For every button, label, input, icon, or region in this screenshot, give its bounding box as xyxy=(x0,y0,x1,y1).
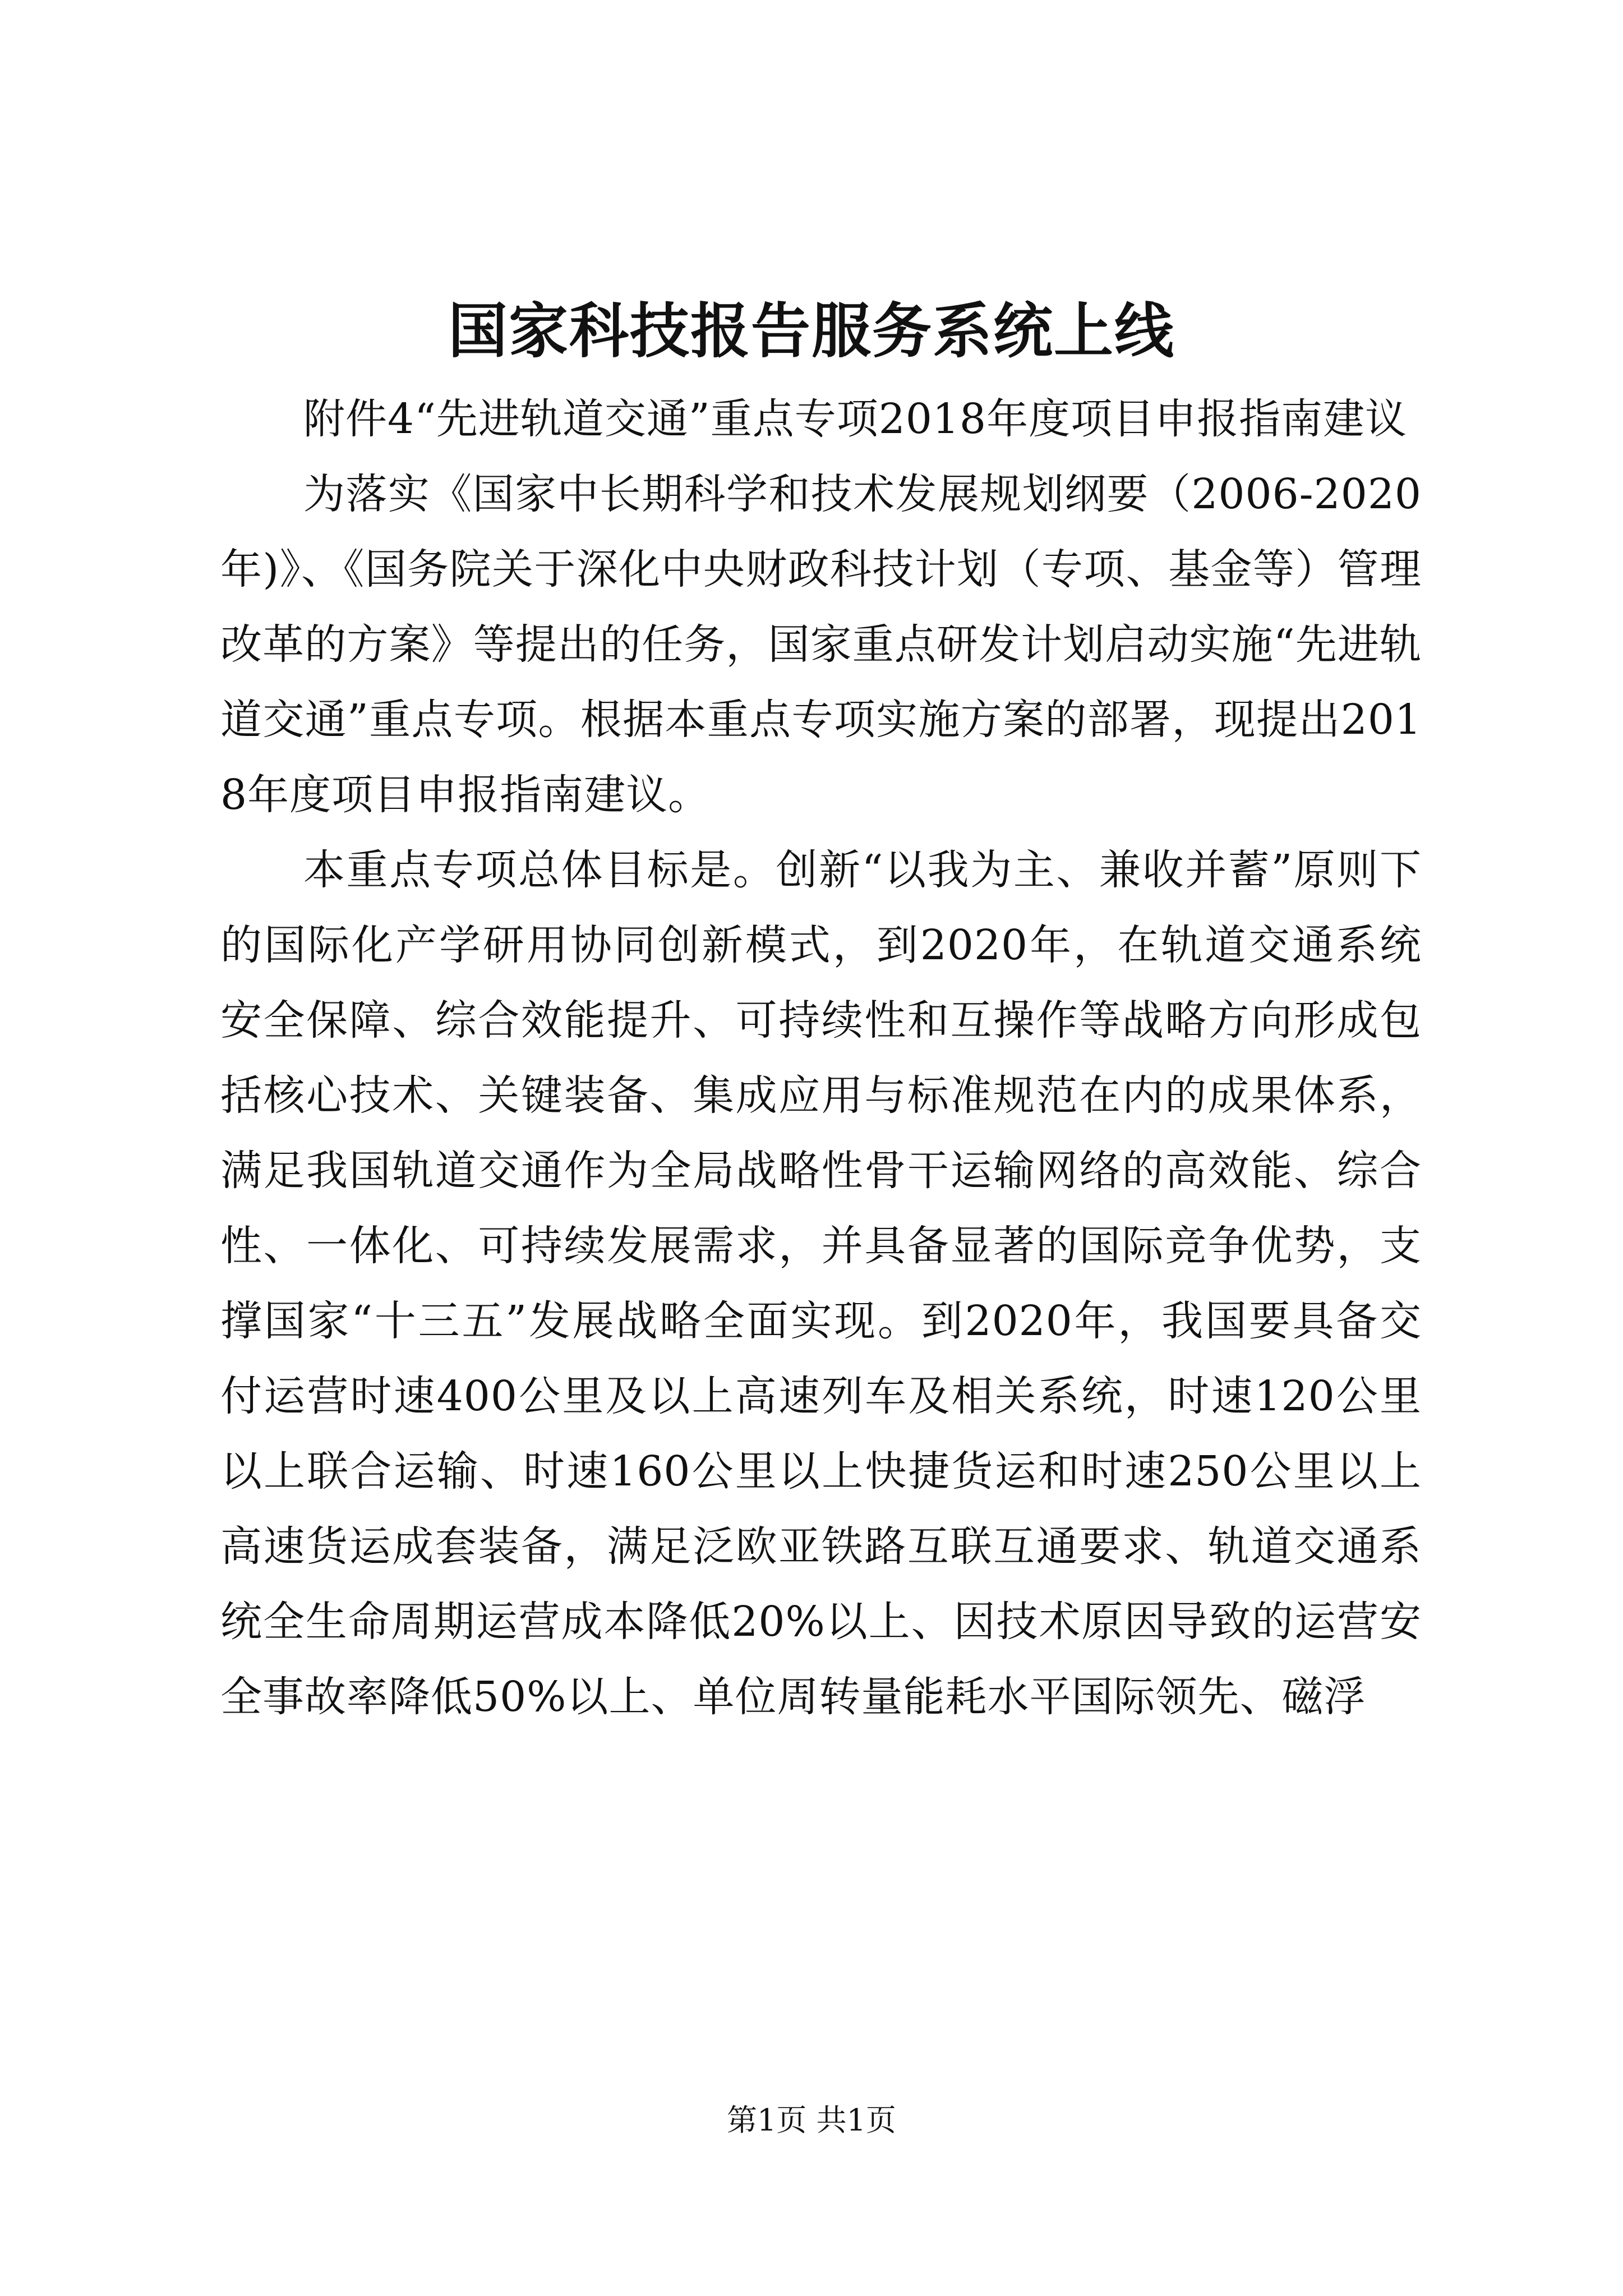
page-footer: 第1页 共1页 xyxy=(727,2102,896,2138)
paragraph-attachment-heading: 附件4“先进轨道交通”重点专项2018年度项目申报指南建议 xyxy=(303,395,1408,443)
paragraph-overall-goal: 本重点专项总体目标是。创新“以我为主、兼收并蓄”原则下的国际化产学研用协同创新模式，到2020年，在轨道交通系统安全保障、综合效能提升、可持续性和互操作等战略方向形成包括核心技术、关键装备、集成应用与标准规范在内的成果体系，满足我国轨道交通作为全局战略性骨干运输网络的高效能、综合性、一体化、可持续发展需求，并具备显著的国际竞争优势，支撑国家“十三五”发展战略全面实现。到2020年，我国要具备交付运营时速400公里及以上高速列车及相关系统，时速120公里以上联合运输、时速160公里以上快捷货运和时速250公里以上高速货运成套装备，满足泛欧亚铁路互联互通要求、轨道交通系统全生命周期运营成本降低20%以上、因技术原因导致的运营安全事故率降低50%以上、单位周转量能耗水平国际领先、磁浮 xyxy=(220,846,1422,1721)
document-title: 国家科技报告服务系统上线 xyxy=(448,296,1175,366)
document-body xyxy=(220,381,1422,1734)
paragraph-intro: 为落实《国家中长期科学和技术发展规划纲要（2006-2020年)》、《国务院关于深化中央财政科技计划（专项、基金等）管理改革的方案》等提出的任务，国家重点研发计划启动实施“先进轨道交通”重点专项。根据本重点专项实施方案的部署，现提出2018年度项目申报指南建议。 xyxy=(220,470,1422,819)
